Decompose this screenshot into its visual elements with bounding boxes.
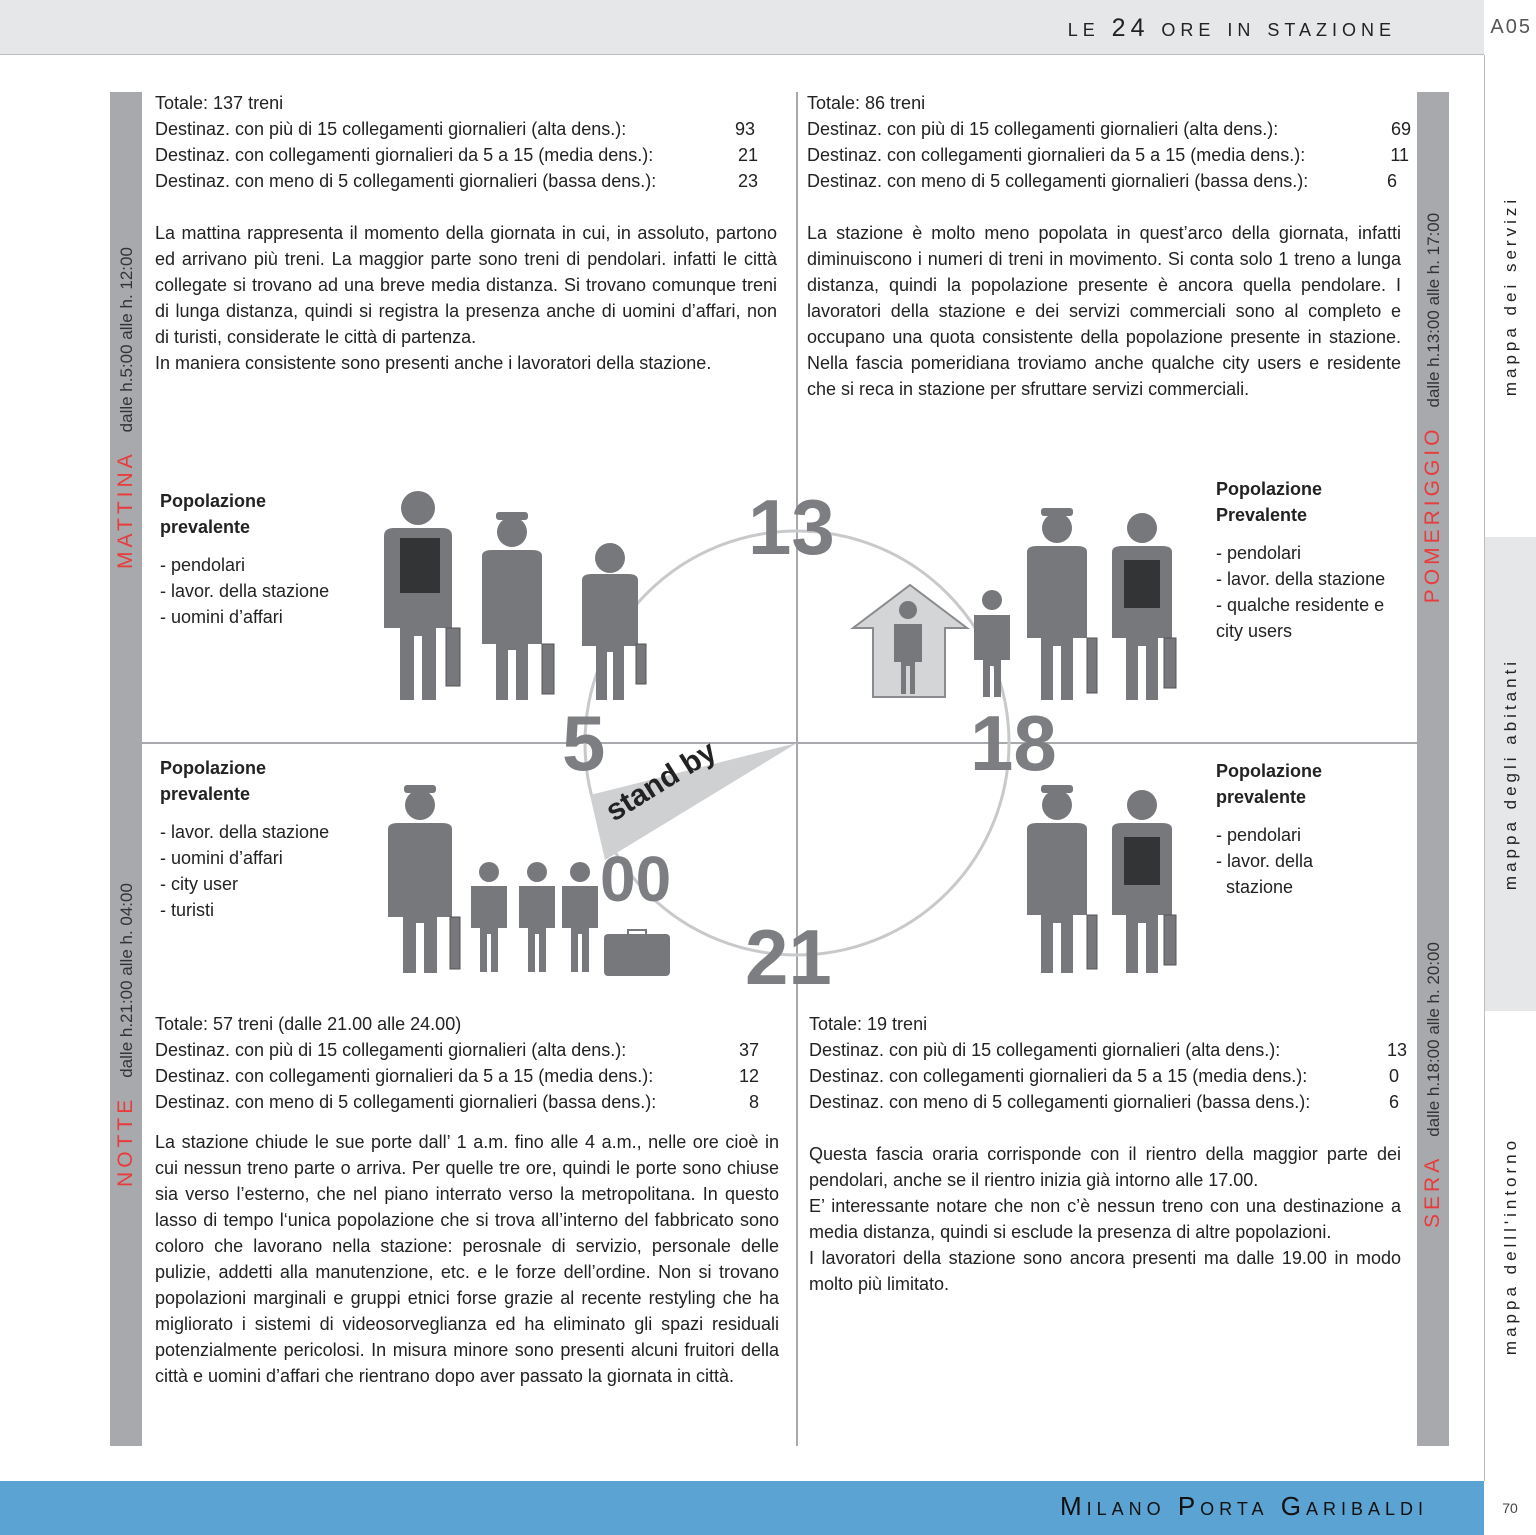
list-item: city users	[1216, 621, 1293, 641]
person-icon-commuter-bag	[1112, 790, 1176, 973]
population-title: Popolazione	[1216, 479, 1323, 499]
period-name: NOTTE	[114, 1095, 137, 1187]
person-icon-tourist	[562, 862, 598, 972]
period-hours: dalle h.18:00 alle h. 20:00	[1424, 942, 1443, 1137]
population-title: prevalente	[160, 517, 251, 537]
description: La mattina rappresenta il momento della giornata in cui, in assoluto, partono ed arrivano più treni. La maggior parte sono treni di pendolari. infatti le città collegate si trovano ad una breve media distanza. Si trovano comunque treni di lunga distanza, quindi si registra la presenza anche di uomini d’affari, non di turisti, considerate le città di partenza.	[155, 223, 777, 347]
tab-mappa-intorno[interactable]	[1484, 1011, 1536, 1481]
description: La stazione è molto meno popolata in quest’arco della giornata, infatti diminuiscono i numeri di treni in movimento. Si conta solo 1 treno a lunga distanza, quindi la popolazione presente è ancora quella pendolare. I lavoratori della stazione e dei servizi commerciali sono al completo e occupano una quota consistente della popolazione presente in stazione. Nella fascia pomeridiana troviamo anche qualche city users e residente che si reca in stazione per sfruttare servizi commerciali.	[807, 223, 1401, 399]
page-footer	[0, 1481, 1484, 1535]
list-item: - lavor. della	[1216, 851, 1314, 871]
person-icon-businessman	[582, 543, 646, 700]
list-item: - turisti	[160, 900, 214, 920]
description: Questa fascia oraria corrisponde con il rientro della maggior parte dei pendolari, anche se il rientro inizia già intorno alle 17.00.	[809, 1144, 1401, 1190]
list-item: - pendolari	[1216, 543, 1302, 563]
stat-row: Destinaz. con meno di 5 collegamenti giornalieri (bassa dens.): 6	[807, 171, 1397, 191]
notte-population	[160, 755, 380, 923]
suitcase-icon	[604, 930, 670, 976]
stat-row: Destinaz. con collegamenti giornalieri da 5 a 15 (media dens.): 11	[807, 145, 1409, 165]
description: In maniera consistente sono presenti anche i lavoratori della stazione.	[155, 353, 712, 373]
list-item: - lavor. della stazione	[160, 581, 330, 601]
list-item: stazione	[1216, 877, 1294, 897]
population-title: Popolazione	[160, 491, 267, 511]
stat-row: Destinaz. con meno di 5 collegamenti giornalieri (bassa dens.): 23	[155, 171, 758, 191]
person-icon-city-user	[974, 590, 1010, 697]
clock-number-5: 5	[562, 699, 606, 787]
total-trains: Totale: 57 treni (dalle 21.00 alle 24.00)	[155, 1014, 462, 1034]
page-title: le 24 ore in stazione	[1067, 14, 1396, 42]
pomeriggio-population	[1216, 476, 1416, 644]
stat-row: Destinaz. con collegamenti giornalieri da 5 a 15 (media dens.): 12	[155, 1066, 759, 1086]
sera-block	[809, 1011, 1407, 1297]
stat-row: Destinaz. con meno di 5 collegamenti giornalieri (bassa dens.): 6	[809, 1092, 1399, 1112]
period-hours: dalle h.13:00 alle h. 17:00	[1424, 212, 1443, 408]
list-item: - pendolari	[160, 555, 246, 575]
tab-label: mappa dei servizi	[1501, 195, 1520, 397]
total-trains: Totale: 86 treni	[807, 93, 926, 113]
period-name: MATTINA	[114, 450, 137, 569]
tab-mappa-servizi[interactable]	[1484, 55, 1536, 537]
page-number: 70	[1502, 1500, 1518, 1516]
mattina-block	[155, 90, 777, 376]
stat-row: Destinaz. con meno di 5 collegamenti giornalieri (bassa dens.): 8	[155, 1092, 759, 1112]
population-title: prevalente	[1216, 787, 1307, 807]
person-icon-tourist	[519, 862, 555, 972]
clock-number-13: 13	[748, 483, 835, 571]
person-icon-station-worker	[482, 512, 554, 700]
stat-row: Destinaz. con più di 15 collegamenti giornalieri (alta dens.): 13	[809, 1040, 1407, 1060]
sera-population	[1216, 758, 1416, 900]
description: I lavoratori della stazione sono ancora presenti ma dalle 19.00 in modo molto più limitato.	[809, 1248, 1401, 1294]
list-item: - lavor. della stazione	[1216, 569, 1386, 589]
period-hours: dalle h.5:00 alle h. 12:00	[117, 247, 136, 433]
person-icon-station-worker	[1027, 785, 1097, 973]
clock-number-21: 21	[745, 913, 832, 1001]
person-icon-tourist	[471, 862, 507, 972]
sheet-code: A05	[1490, 16, 1532, 38]
list-item: - uomini d’affari	[160, 848, 283, 868]
clock-number-18: 18	[970, 699, 1057, 787]
population-title: Prevalente	[1216, 505, 1308, 525]
list-item: - city user	[160, 874, 239, 894]
stat-row: Destinaz. con più di 15 collegamenti giornalieri (alta dens.): 69	[807, 119, 1411, 139]
pomeriggio-block	[807, 90, 1411, 402]
population-title: Popolazione	[1216, 761, 1323, 781]
description: E’ interessante notare che non c’è nessun treno con una destinazione a media distanza, quindi si esclude la presenza di altre popolazioni.	[809, 1196, 1401, 1242]
population-title: prevalente	[160, 784, 251, 804]
total-trains: Totale: 19 treni	[809, 1014, 928, 1034]
period-name: POMERIGGIO	[1421, 425, 1444, 604]
mattina-population	[160, 488, 380, 630]
description: La stazione chiude le sue porte dall’ 1 a.m. fino alle 4 a.m., nelle ore cioè in cui nessun treno parte o arriva. Per quelle tre ore, quindi le porte sono chiuse sia verso l’esterno, che nel piano interrato verso la metropolitana. In questo lasso di tempo l‘unica popolazione che si trova all’interno del fabbricato sono coloro che lavorano nella stazione: perosnale di servizio, personale delle pulizie, addetti alla manutenzione, etc. e le forze dell’ordine. Non si trovano popolazioni marginali e gruppi etnici forse grazie al recente restyling che ha migliorato i sistemi di videosorveglianza ed ha eliminato gli spazi residuali potenzialmente pericolosi. In misura minore sono presenti alcuni fruitori della città e uomini d’affari che rientrano dopo aver passato la giornata in città.	[155, 1132, 779, 1386]
person-icon-commuter-bag	[1112, 513, 1176, 700]
person-icon-commuter-bag	[384, 491, 460, 700]
period-name: SERA	[1421, 1154, 1444, 1228]
stat-row: Destinaz. con collegamenti giornalieri da 5 a 15 (media dens.): 0	[809, 1066, 1399, 1086]
standby-label: stand by	[600, 734, 723, 828]
total-trains: Totale: 137 treni	[155, 93, 284, 113]
tab-label: mappa delll'intorno	[1501, 1136, 1520, 1356]
stat-row: Destinaz. con più di 15 collegamenti giornalieri (alta dens.): 93	[155, 119, 755, 139]
tab-label: mappa degli abitanti	[1501, 657, 1520, 891]
person-icon-station-worker	[388, 785, 460, 973]
person-icon-station-worker	[1027, 508, 1097, 700]
list-item: - lavor. della stazione	[160, 822, 330, 842]
stat-row: Destinaz. con collegamenti giornalieri da 5 a 15 (media dens.): 21	[155, 145, 758, 165]
population-title: Popolazione	[160, 758, 267, 778]
clock-number-00: 00	[600, 843, 672, 915]
notte-block	[155, 1011, 779, 1389]
list-item: - qualche residente e	[1216, 595, 1385, 615]
list-item: - uomini d’affari	[160, 607, 283, 627]
tab-mappa-abitanti[interactable]	[1484, 537, 1536, 1011]
stat-row: Destinaz. con più di 15 collegamenti giornalieri (alta dens.): 37	[155, 1040, 759, 1060]
list-item: - pendolari	[1216, 825, 1302, 845]
period-hours: dalle h.21:00 alle h. 04:00	[117, 883, 136, 1078]
footer-title: Milano Porta Garibaldi	[1059, 1491, 1428, 1521]
